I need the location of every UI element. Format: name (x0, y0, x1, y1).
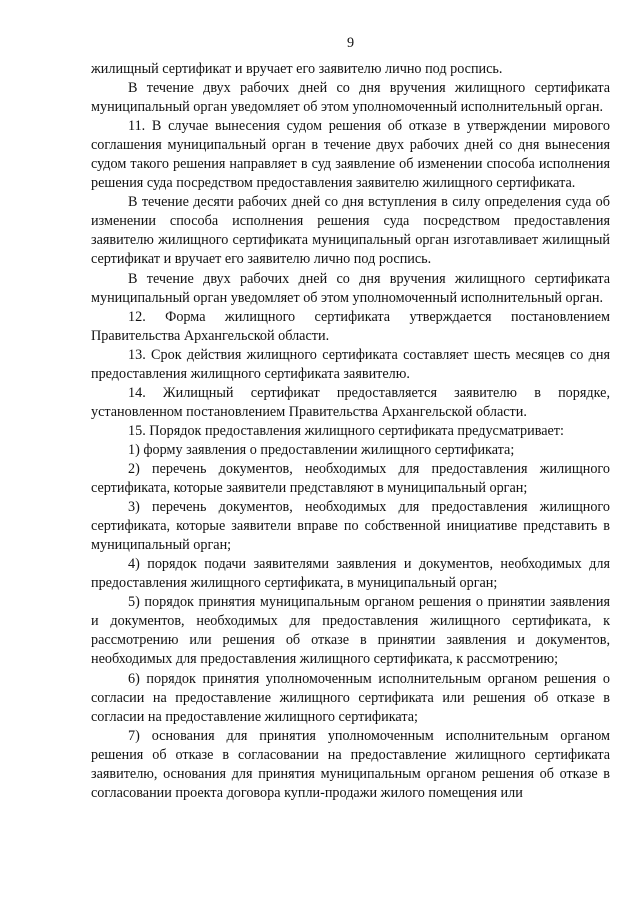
paragraph-subitem-4: 4) порядок подачи заявителями заявления и документов, необходимых для предоставления жилищного сертификата, в муниципальный орган; (91, 556, 610, 592)
paragraph-item-14: 14. Жилищный сертификат предоставляется заявителю в порядке, установленном постановлением Правительства Архангельской области. (91, 384, 610, 420)
paragraph-subitem-3: 3) перечень документов, необходимых для предоставления жилищного сертификата, которые заявители вправе по собственной инициативе представить в муниципальный орган; (91, 499, 610, 554)
document-page (91, 34, 610, 803)
paragraph-notification-2: В течение двух рабочих дней со дня вручения жилищного сертификата муниципальный орган уведомляет об этом уполномоченный исполнительный орган. (91, 270, 610, 306)
page-number: 9 (346, 35, 355, 51)
paragraph-notification-1: В течение двух рабочих дней со дня вручения жилищного сертификата муниципальный орган уведомляет об этом уполномоченный исполнительный орган. (91, 80, 610, 116)
paragraph-subitem-2: 2) перечень документов, необходимых для предоставления жилищного сертификата, которые заявители представляют в муниципальный орган; (91, 460, 610, 497)
paragraph-court-ruling: В течение десяти рабочих дней со дня вступления в силу определения суда об изменении способа исполнения решения суда посредством предоставления заявителю жилищного сертификата муниципальный орган изготавливает жилищный сертификат и вручает его заявителю лично под роспись. (91, 194, 610, 268)
paragraph-subitem-5: 5) порядок принятия муниципальным органом решения о принятии заявления и документов, необходимых для предоставления жилищного сертификата, к рассмотрению или решения об отказе в принятии заявления и документов, необходимых для предоставления жилищного сертификата, к рассмотрению; (91, 594, 610, 668)
paragraph-item-13: 13. Срок действия жилищного сертификата составляет шесть месяцев со дня предоставления жилищного сертификата заявителю. (91, 346, 610, 382)
paragraph-item-12: 12. Форма жилищного сертификата утверждается постановлением Правительства Архангельской области. (91, 308, 610, 344)
paragraph-item-11: 11. В случае вынесения судом решения об отказе в утверждении мирового соглашения муниципальный орган в течение двух рабочих дней со дня вынесения судом такого решения направляет в суд заявление об изменении способа исполнения решения суда посредством предоставления заявителю жилищного сертификата. (91, 118, 610, 192)
paragraph-subitem-7: 7) основания для принятия уполномоченным исполнительным органом решения об отказе в согласовании на предоставление жилищного сертификата заявителю, основания для принятия муниципальным органом решения об отказе в согласовании проекта договора купли-продажи жилого помещения или (91, 727, 610, 801)
paragraph-continuation: жилищный сертификат и вручает его заявителю лично под роспись. (91, 61, 503, 77)
paragraph-subitem-6: 6) порядок принятия уполномоченным исполнительным органом решения о согласии на предоставление жилищного сертификата или решения об отказе в согласии на предоставление жилищного сертификата; (91, 670, 610, 725)
paragraph-item-15: 15. Порядок предоставления жилищного сертификата предусматривает: (128, 422, 564, 439)
paragraph-subitem-1: 1) форму заявления о предоставлении жилищного сертификата; (128, 441, 515, 458)
